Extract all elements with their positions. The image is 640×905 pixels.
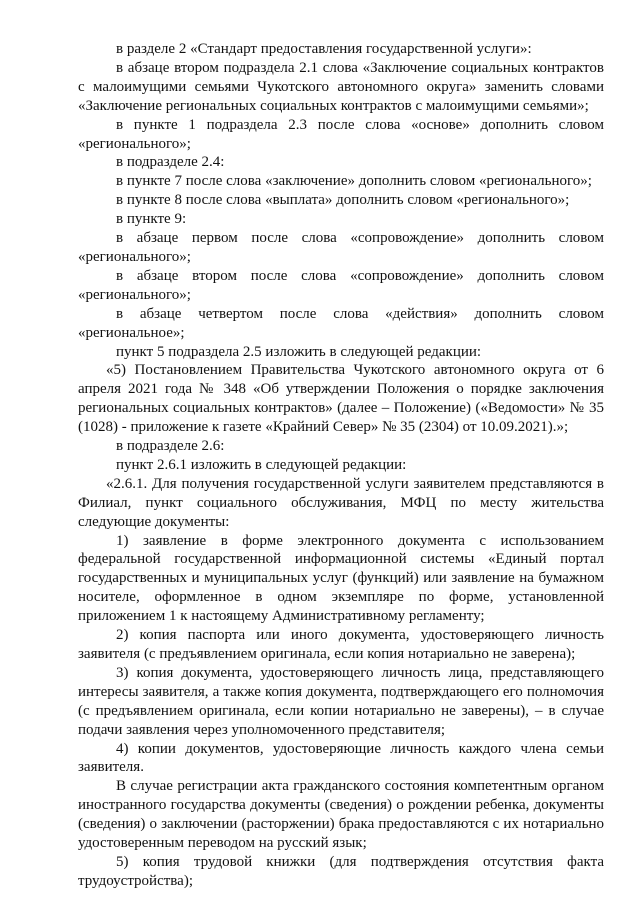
paragraph-quote-2-6-1: «2.6.1. Для получения государственной услуги заявителем представляются в Филиал, пункт социального обслуживания, МФЦ по месту жительства следующие документы: (78, 475, 604, 530)
paragraph-subsection-2-3: в пункте 1 подраздела 2.3 после слова «основе» дополнить словом «регионального»; (78, 116, 604, 152)
paragraph-subsection-2-6: в подразделе 2.6: (116, 438, 225, 455)
list-item-1: 1) заявление в форме электронного документа с использованием федеральной государственной информационной системы «Единый портал государственных и муниципальных услуг (функций) или заявление на бумажном носителе, оформленное в одном экземпляре по форме, установленной приложением 1 к настоящему Административному регламенту; (78, 532, 604, 625)
paragraph-abzac-1: в абзаце первом после слова «сопровождение» дополнить словом «регионального»; (78, 230, 604, 265)
paragraph-quote-item-5: «5) Постановлением Правительства Чукотского автономного округа от 6 апреля 2021 года № 348 «Об утверждении Положения о порядке заключения региональных социальных контрактов» (далее – Положение) («Ведомости» № 35 (1028) - приложение к газете «Крайний Север» № 35 (2304) от 10.09.2021).»; (78, 362, 604, 436)
paragraph-item-9: в пункте 9: (116, 211, 187, 228)
paragraph-abzac-2: в абзаце втором после слова «сопровождение» дополнить словом «регионального»; (78, 267, 604, 303)
paragraph-item-8: в пункте 8 после слова «выплата» дополнить словом «регионального»; (116, 192, 570, 209)
paragraph-subsection-2-4: в подразделе 2.4: (116, 154, 225, 171)
paragraph-item-2-6-1: пункт 2.6.1 изложить в следующей редакции: (116, 456, 407, 473)
paragraph-section-2: в разделе 2 «Стандарт предоставления государственной услуги»: (116, 41, 532, 57)
paragraph-item-5-sub-2-5: пункт 5 подраздела 2.5 изложить в следующей редакции: (116, 343, 482, 360)
paragraph-item-7: в пункте 7 после слова «заключение» дополнить словом «регионального»; (116, 173, 592, 190)
list-item-2: 2) копия паспорта или иного документа, удостоверяющего личность заявителя (с предъявлением оригинала, если копия нотариально не заверена); (78, 627, 604, 662)
list-item-3: 3) копия документа, удостоверяющего личность лица, представляющего интересы заявителя, а также копия документа, подтверждающего его полномочия (с предъявлением оригинала, если копии нотариально не заверены), – в случае подачи заявления через уполномоченного представителя; (78, 664, 604, 738)
paragraph-subsection-2-1: в абзаце втором подраздела 2.1 слова «Заключение социальных контрактов с малоимущими семьями Чукотского автономного округа» заменить словами «Заключение региональных социальных контрактов с малоимущими семьями»; (78, 59, 604, 114)
document-page (78, 40, 604, 891)
paragraph-abzac-4: в абзаце четвертом после слова «действия» дополнить словом «региональное»; (78, 305, 604, 341)
list-item-4: 4) копии документов, удостоверяющие личность каждого члена семьи заявителя. (78, 740, 604, 776)
list-item-5: 5) копия трудовой книжки (для подтверждения отсутствия факта трудоустройства); (78, 853, 604, 889)
paragraph-foreign-registration: В случае регистрации акта гражданского состояния компетентным органом иностранного государства документы (сведения) о рождении ребенка, документы (сведения) о заключении (расторжении) брака предоставляются с их нотариально удостоверенным переводом на русский язык; (78, 778, 604, 852)
